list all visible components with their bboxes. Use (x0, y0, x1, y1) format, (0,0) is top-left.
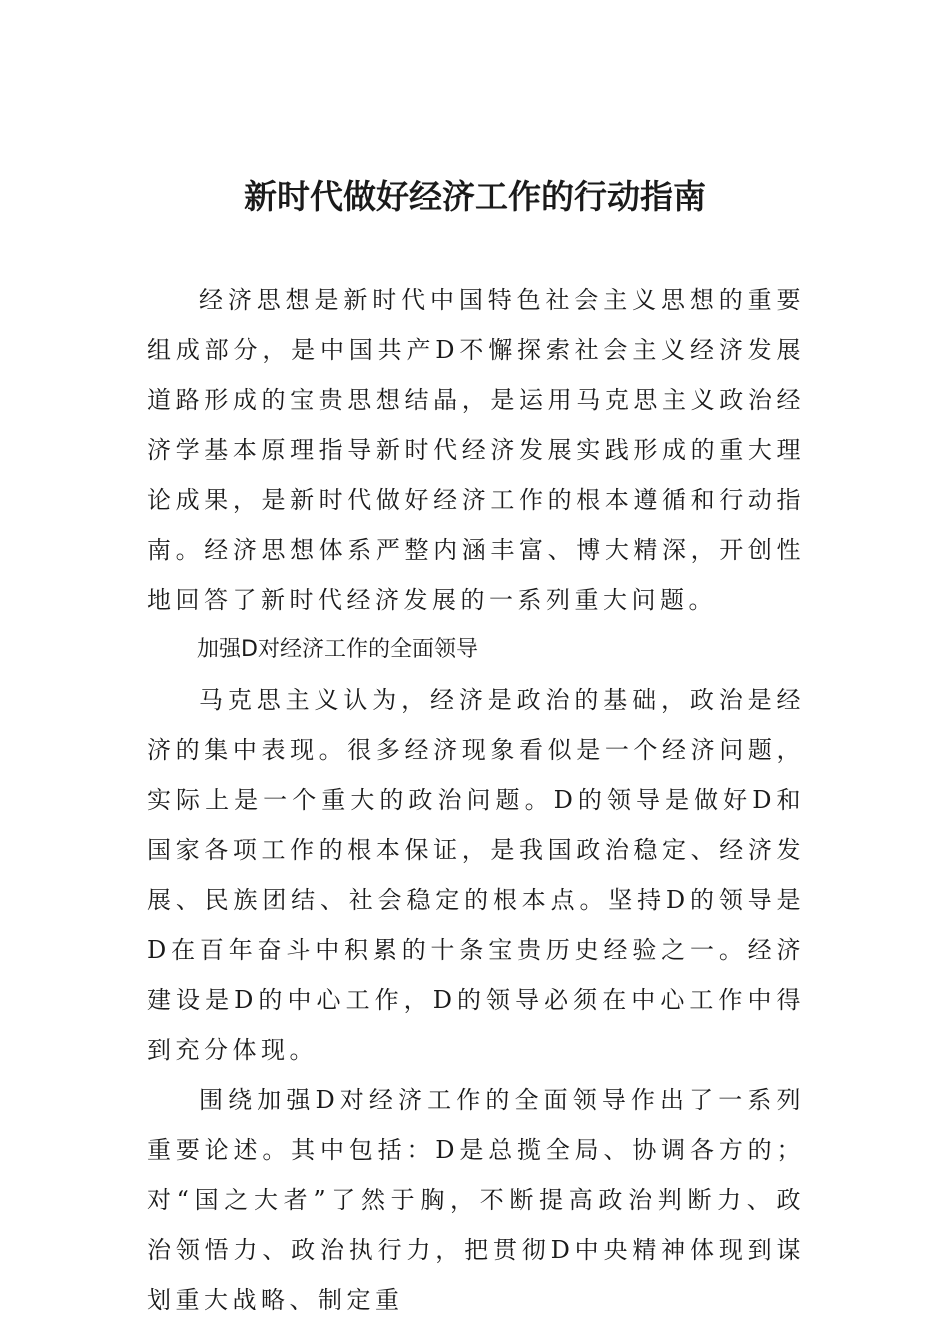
section-heading: 加强D对经济工作的全面领导 (197, 637, 478, 662)
paragraph-intro: 经济思想是新时代中国特色社会主义思想的重要组成部分，是中国共产D不懈探索社会主义经济发展道路形成的宝贵思想结晶，是运用马克思主义政治经济学基本原理指导新时代经济发展实践形成的重大理论成果，是新时代做好经济工作的根本遵循和行动指南。经济思想体系严整内涵丰富、博大精深，开创性地回答了新时代经济发展的一系列重大问题。 (147, 286, 805, 614)
document-body (147, 275, 805, 1325)
paragraph-marxism: 马克思主义认为，经济是政治的基础，政治是经济的集中表现。很多经济现象看似是一个经济问题，实际上是一个重大的政治问题。D的领导是做好D和国家各项工作的根本保证，是我国政治稳定、经济发展、民族团结、社会稳定的根本点。坚持D的领导是D在百年奋斗中积累的十条宝贵历史经验之一。经济建设是D的中心工作，D的领导必须在中心工作中得到充分体现。 (147, 686, 805, 1064)
paragraph-leadership: 围绕加强D对经济工作的全面领导作出了一系列重要论述。其中包括：D是总揽全局、协调各方的；对“国之大者”了然于胸，不断提高政治判断力、政治领悟力、政治执行力，把贯彻D中央精神体现到谋划重大战略、制定重 (147, 1086, 805, 1314)
document-title: 新时代做好经济工作的行动指南 (244, 177, 706, 216)
